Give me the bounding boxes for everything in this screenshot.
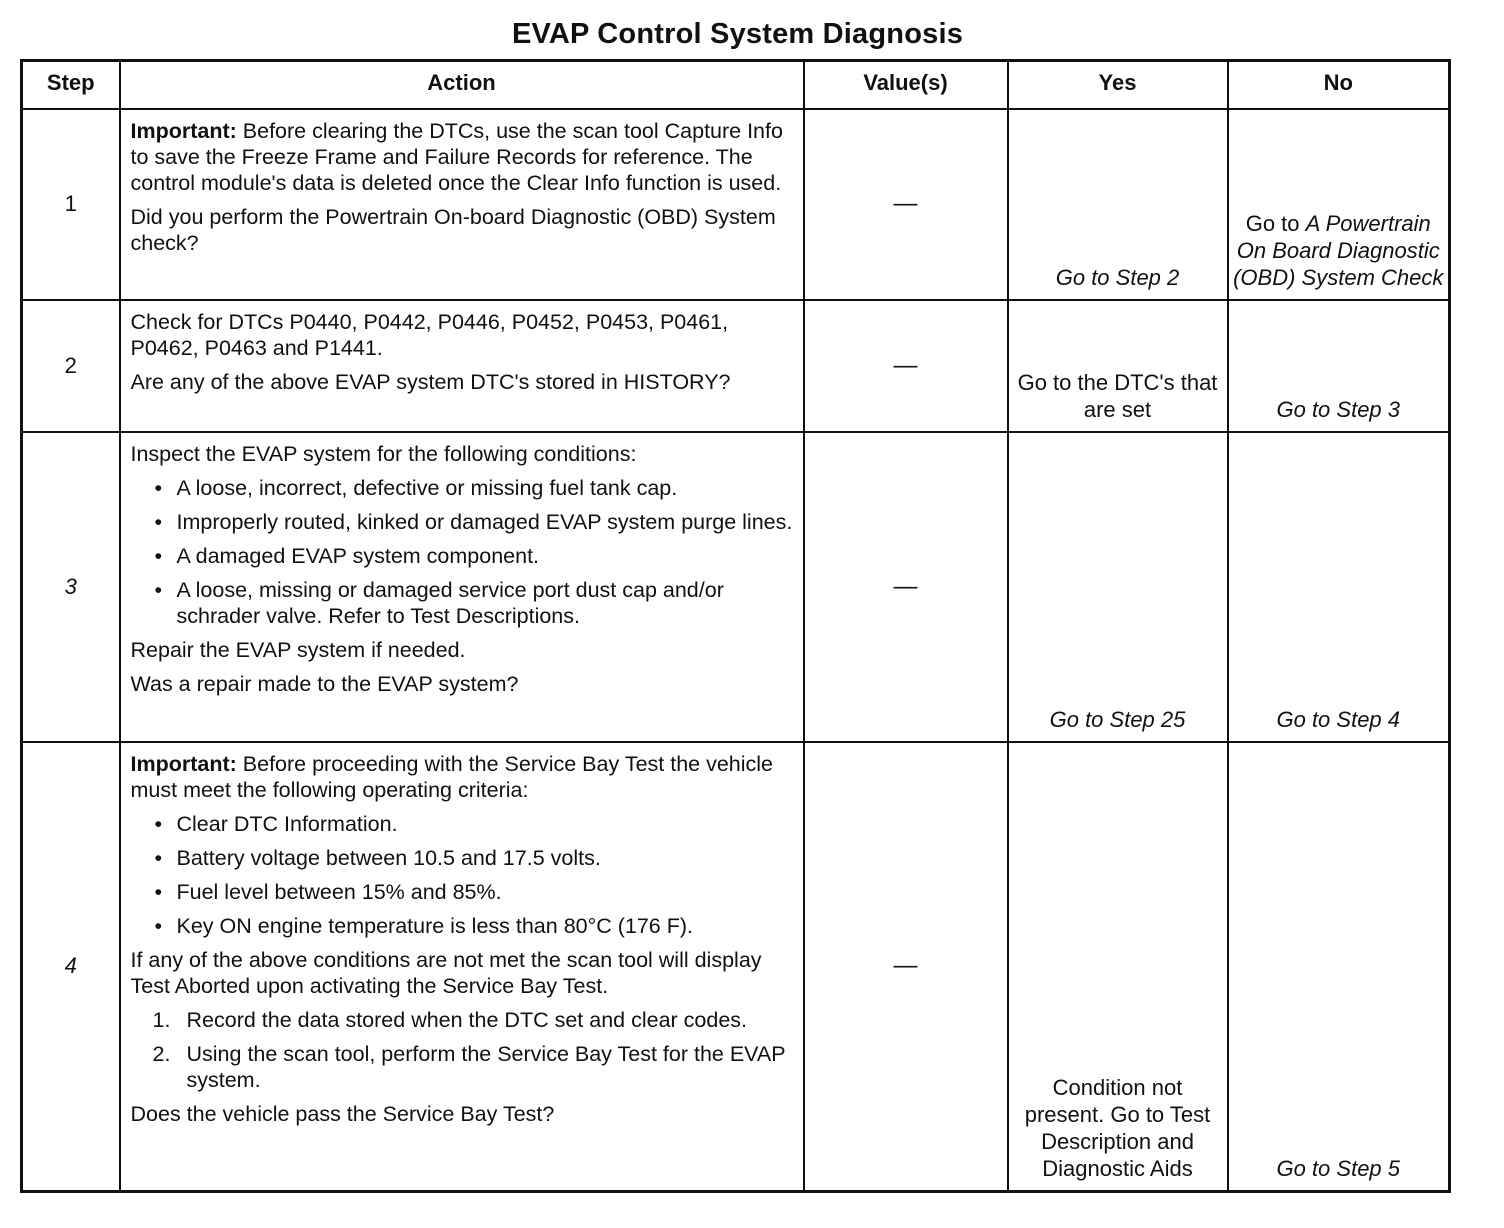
diagnosis-table — [20, 59, 1451, 1193]
value-cell: — — [804, 300, 1008, 433]
no-cell — [1228, 742, 1450, 1192]
condition-list — [131, 475, 795, 629]
header-yes: Yes — [1008, 61, 1228, 110]
table-row — [22, 300, 1450, 433]
step-number: 2 — [22, 300, 120, 433]
criteria-list — [131, 811, 795, 939]
action-cell — [120, 742, 804, 1192]
list-item — [152, 1007, 795, 1033]
table-row — [22, 109, 1450, 300]
yes-action: Go to the DTC's that are set — [1017, 370, 1218, 423]
yes-cell — [1008, 109, 1228, 300]
step-number: 3 — [22, 432, 120, 741]
important-note — [131, 751, 795, 803]
action-cell — [120, 432, 804, 741]
list-text: Using the scan tool, perform the Service Bay Test for the EVAP system. — [186, 1041, 786, 1092]
list-number: 1. — [152, 1007, 171, 1032]
intro-text: Inspect the EVAP system for the following conditions: — [130, 442, 637, 467]
no-cell — [1228, 432, 1450, 741]
question-text: Was a repair made to the EVAP system? — [130, 672, 519, 697]
list-item: • Fuel level between 15% and 85%. — [177, 879, 795, 905]
no-action: Go to Step 5 — [1276, 1156, 1401, 1181]
yes-action: Go to Step 25 — [1049, 706, 1186, 732]
header-row — [22, 61, 1450, 110]
no-prefix: Go to — [1245, 210, 1306, 236]
list-item: • Clear DTC Information. — [177, 811, 795, 837]
list-item — [152, 1041, 795, 1093]
list-item: • A loose, missing or damaged service port dust cap and/or schrader valve. Refer to Test Descriptions. — [177, 577, 795, 629]
important-note — [131, 118, 795, 196]
page-title: EVAP Control System Diagnosis — [511, 18, 964, 50]
list-text: Record the data stored when the DTC set and clear codes. — [186, 1007, 748, 1032]
header-no: No — [1228, 61, 1450, 110]
value-cell: — — [804, 432, 1008, 741]
question-text: Did you perform the Powertrain On-board Diagnostic (OBD) System check? — [130, 205, 776, 255]
header-values: Value(s) — [804, 61, 1008, 110]
list-item: • Battery voltage between 10.5 and 17.5 volts. — [177, 845, 795, 871]
step-number: 4 — [22, 742, 120, 1192]
header-step: Step — [22, 61, 120, 110]
important-label: Important: — [130, 751, 237, 776]
table-row — [22, 742, 1450, 1192]
important-text: Before clearing the DTCs, use the scan tool Capture Info to save the Freeze Frame and Failure Records for reference. The control module's data is deleted once the Clear Info function is used. — [130, 119, 783, 195]
question-text: Does the vehicle pass the Service Bay Test? — [130, 1101, 555, 1126]
list-number: 2. — [152, 1041, 171, 1066]
yes-cell — [1008, 300, 1228, 433]
list-item: • A loose, incorrect, defective or missing fuel tank cap. — [177, 475, 795, 501]
procedure-list — [131, 1007, 795, 1093]
action-cell — [120, 109, 804, 300]
repair-text: Repair the EVAP system if needed. — [130, 638, 466, 663]
yes-cell — [1008, 432, 1228, 741]
yes-action: Condition not present. Go to Test Description and Diagnostic Aids — [1024, 1075, 1211, 1181]
obd-check-link: A Powertrain On Board Diagnostic (OBD) System Check — [1233, 210, 1444, 290]
action-cell — [120, 300, 804, 433]
yes-cell — [1008, 742, 1228, 1192]
question-text: Are any of the above EVAP system DTC's stored in HISTORY? — [130, 369, 731, 394]
yes-action: Go to Step 2 — [1055, 264, 1180, 290]
instruction-text: Check for DTCs P0440, P0442, P0446, P0452, P0453, P0461, P0462, P0463 and P1441. — [130, 309, 729, 360]
no-cell — [1228, 300, 1450, 433]
no-action: Go to Step 3 — [1276, 397, 1401, 423]
list-item: • Key ON engine temperature is less than 80°C (176 F). — [177, 913, 795, 939]
value-cell: — — [804, 742, 1008, 1192]
no-action — [1229, 210, 1449, 291]
value-cell: — — [804, 109, 1008, 300]
table-row — [22, 432, 1450, 741]
important-text: Before proceeding with the Service Bay Test the vehicle must meet the following operating criteria: — [130, 751, 774, 802]
no-action: Go to Step 4 — [1276, 706, 1401, 732]
header-action: Action — [120, 61, 804, 110]
important-label: Important: — [130, 119, 237, 143]
list-item: • Improperly routed, kinked or damaged EVAP system purge lines. — [177, 509, 795, 535]
note-text: If any of the above conditions are not met the scan tool will display Test Aborted upon activating the Service Bay Test. — [130, 947, 762, 998]
list-item: • A damaged EVAP system component. — [177, 543, 795, 569]
step-number: 1 — [22, 109, 120, 300]
no-cell — [1228, 109, 1450, 300]
